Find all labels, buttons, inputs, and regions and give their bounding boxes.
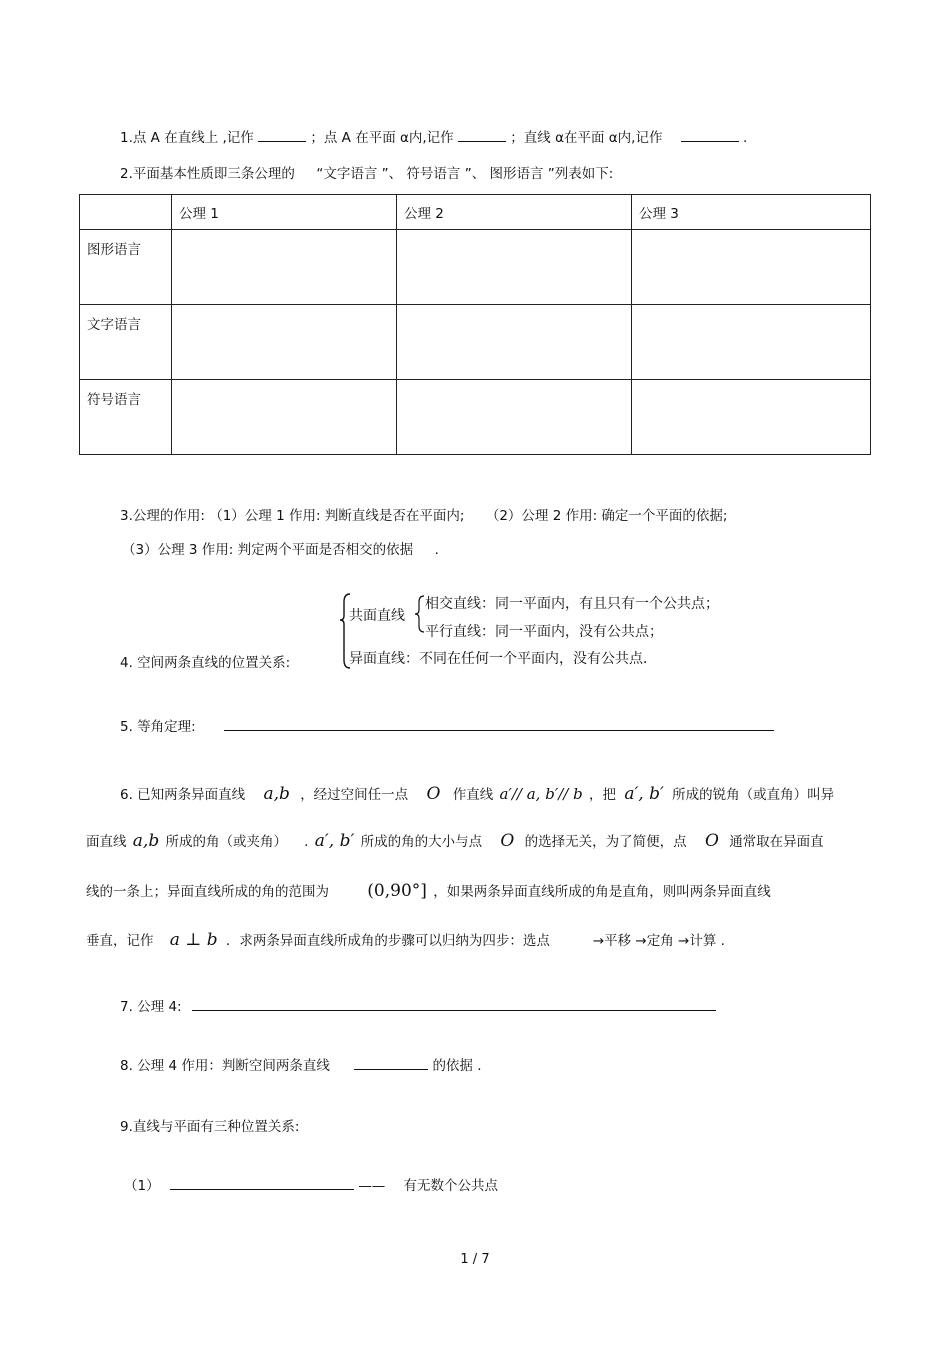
table-cell[interactable]: [397, 380, 632, 455]
q7-blank[interactable]: [192, 996, 716, 1011]
q6-line-3: [86, 881, 771, 902]
q1-line: [120, 127, 747, 148]
q6-text: 垂直，记作: [86, 933, 154, 949]
q5-line: [120, 716, 774, 737]
q8-text-1: 8. 公理 4 作用：判断空间两条直线: [120, 1058, 330, 1074]
table-cell[interactable]: [632, 380, 871, 455]
math-ap-bp: a′, b′: [314, 831, 355, 851]
q1-blank-1[interactable]: [258, 127, 306, 142]
table-row-label: 图形语言: [80, 230, 172, 305]
table-header-row: [80, 195, 871, 230]
q1-text-2: ；点 A 在平面 α内,记作: [310, 130, 454, 146]
table-row: [80, 380, 871, 455]
q2-line: 2.平面基本性质即三条公理的 “文字语言 ”、 符号语言 ”、 图形语言 ”列表如下:: [120, 166, 614, 182]
math-range: (0,90°]: [367, 881, 427, 901]
q1-blank-2[interactable]: [458, 127, 506, 142]
math-ab: a,b: [263, 784, 290, 804]
math-perpendicular: a ⊥ b: [169, 930, 218, 950]
table-cell[interactable]: [172, 380, 397, 455]
q1-text-3: ；直线 α在平面 α内,记作: [510, 130, 663, 146]
table-cell[interactable]: [397, 230, 632, 305]
q9-item-dash: ——: [358, 1178, 386, 1194]
table-header-cell: 公理 1: [172, 195, 397, 230]
q6-text: ，把: [589, 787, 617, 803]
table-row-label: 文字语言: [80, 305, 172, 380]
table-cell[interactable]: [172, 305, 397, 380]
math-ab: a,b: [132, 831, 160, 851]
math-point-o: O: [500, 831, 515, 851]
parallel-label: 平行直线：同一平面内，没有公共点；: [425, 624, 663, 640]
q6-text: 6. 已知两条异面直线: [120, 787, 246, 803]
q9-title: 9.直线与平面有三种位置关系:: [120, 1119, 300, 1135]
table-cell[interactable]: [632, 305, 871, 380]
q9-item-1: [124, 1175, 498, 1196]
table-row: [80, 305, 871, 380]
math-point-o: O: [704, 831, 719, 851]
axioms-table: [79, 194, 871, 455]
q6-text: ．求两条异面直线所成角的步骤可以归纳为四步：选点 →平移 →定角 →计算 .: [225, 933, 725, 949]
q6-text: 面直线: [86, 834, 127, 850]
q7-label: 7. 公理 4:: [120, 999, 182, 1015]
q9-item-1-text: 有无数个公共点: [403, 1178, 498, 1194]
q3-line-1: 3.公理的作用: （1）公理 1 作用: 判断直线是否在平面内; （2）公理 2 作用: 确定一个平面的依据;: [120, 508, 728, 524]
table-header-cell: 公理 2: [397, 195, 632, 230]
q1-text-1: 1.点 A 在直线上 ,记作: [120, 130, 254, 146]
coplanar-label: 共面直线: [349, 608, 405, 624]
table-row-label: 符号语言: [80, 380, 172, 455]
q6-text: 所成的角的大小与点: [360, 834, 483, 850]
q6-text: ，如果两条异面直线所成的角是直角，则叫两条异面直线: [433, 884, 771, 900]
q6-text: 线的一条上；异面直线所成的角的范围为: [86, 884, 329, 900]
q5-blank[interactable]: [224, 716, 774, 731]
q6-line-1: [120, 784, 834, 805]
q4-relations-diagram: [340, 590, 760, 670]
q6-text: 所成的锐角（或直角）叫异: [672, 787, 835, 803]
q6-text: 作直线: [452, 787, 494, 803]
q8-blank[interactable]: [354, 1055, 428, 1070]
table-header-cell: 公理 3: [632, 195, 871, 230]
q6-text: ，经过空间任一点: [300, 787, 409, 803]
q8-line: [120, 1055, 482, 1076]
skew-label: 异面直线：不同在任何一个平面内，没有公共点．: [349, 651, 657, 667]
math-parallel: a′// a, b′// b: [499, 785, 583, 803]
table-row: [80, 230, 871, 305]
table-cell[interactable]: [172, 230, 397, 305]
q6-text: 通常取在异面直: [729, 834, 824, 850]
q1-text-4: .: [743, 130, 748, 146]
page-number: 1 / 7: [460, 1252, 490, 1267]
q6-text: 的选择无关，为了简便，点: [524, 834, 687, 850]
q6-line-4: [86, 930, 725, 951]
q9-item-number: （1）: [124, 1178, 160, 1194]
q9-item-1-blank[interactable]: [170, 1175, 354, 1190]
q7-line: [120, 996, 716, 1017]
q1-blank-3[interactable]: [681, 127, 739, 142]
q5-label: 5. 等角定理:: [120, 719, 196, 735]
q6-line-2: [86, 831, 824, 852]
q6-text: 所成的角（或夹角） .: [165, 834, 309, 850]
table-cell[interactable]: [632, 230, 871, 305]
math-point-o: O: [426, 784, 441, 804]
table-header-cell: [80, 195, 172, 230]
table-cell[interactable]: [397, 305, 632, 380]
q4-label: 4. 空间两条直线的位置关系:: [120, 655, 291, 671]
q8-text-2: 的依据 .: [432, 1058, 482, 1074]
math-ap-bp: a′, b′: [624, 784, 664, 804]
intersect-label: 相交直线：同一平面内，有且只有一个公共点；: [425, 596, 719, 612]
q3-line-2: （3）公理 3 作用: 判定两个平面是否相交的依据 .: [122, 542, 439, 558]
